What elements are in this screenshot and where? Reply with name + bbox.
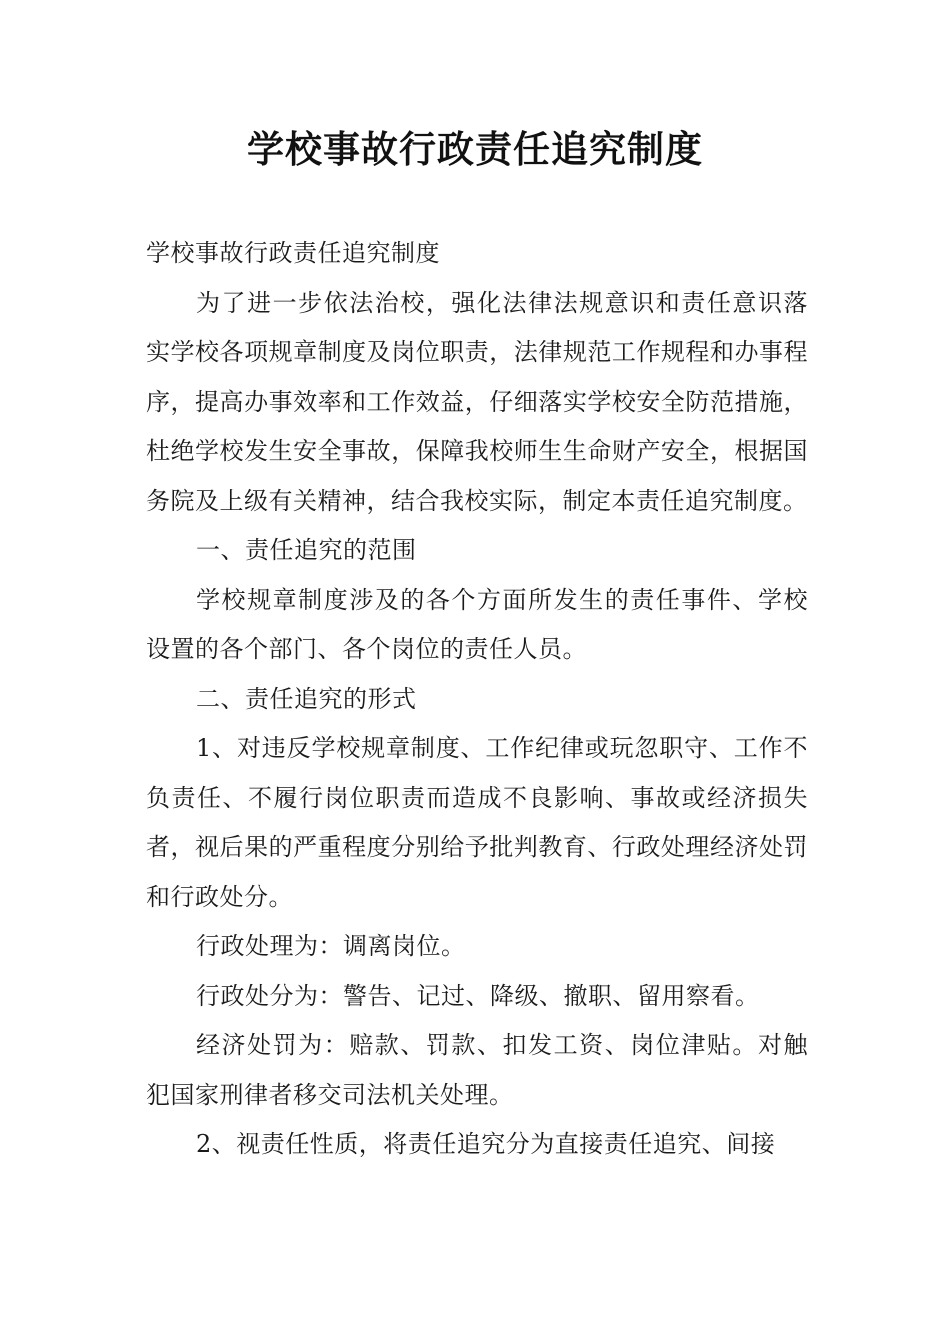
section-heading: 一、责任追究的范围 xyxy=(196,536,417,564)
body-paragraph: 2、视责任性质，将责任追究分为直接责任追究、间接 xyxy=(196,1130,776,1158)
body-paragraph: 行政处分为：警告、记过、降级、撤职、留用察看。 xyxy=(196,981,760,1010)
body-paragraph: 学校规章制度涉及的各个方面所发生的责任事件、学校设置的各个部门、各个岗位的责任人员。 xyxy=(146,585,808,663)
document-body xyxy=(146,229,808,1170)
body-paragraph: 学校事故行政责任追究制度 xyxy=(146,239,440,267)
body-paragraph: 行政处理为：调离岗位。 xyxy=(196,932,466,960)
body-paragraph: 经济处罚为：赔款、罚款、扣发工资、岗位津贴。对触犯国家刑律者移交司法机关处理。 xyxy=(146,1031,808,1109)
body-paragraph: 为了进一步依法治校，强化法律法规意识和责任意识落实学校各项规章制度及岗位职责，法律规范工作规程和办事程序，提高办事效率和工作效益，仔细落实学校安全防范措施，杜绝学校发生安全事故，保障我校师生生命财产安全，根据国务院及上级有关精神，结合我校实际，制定本责任追究制度。 xyxy=(146,288,808,515)
section-heading: 二、责任追究的形式 xyxy=(196,684,417,713)
document-title: 学校事故行政责任追究制度 xyxy=(247,128,703,171)
body-paragraph: 1、对违反学校规章制度、工作纪律或玩忽职守、工作不负责任、不履行岗位职责而造成不良影响、事故或经济损失者，视后果的严重程度分别给予批判教育、行政处理经济处罚和行政处分。 xyxy=(146,734,808,911)
